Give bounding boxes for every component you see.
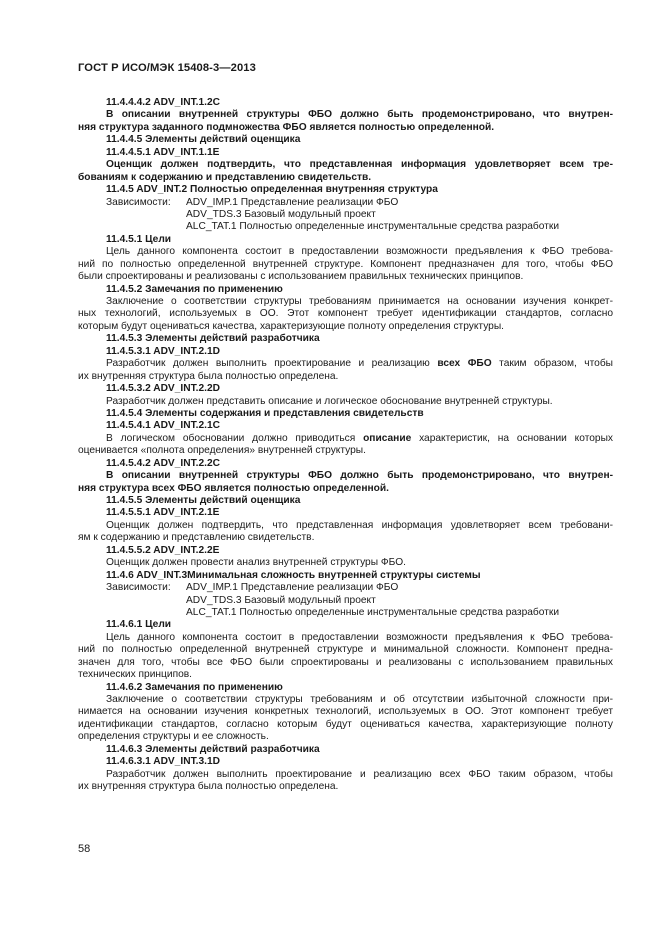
text-line: ний по полностью определенной внутренней структуре. Компонент предназначен для того, чтобы ФБО (78, 258, 613, 270)
dependency-item: ADV_TDS.3 Базовый модульный проект (186, 208, 376, 220)
section-heading: 11.4.4.4.2 ADV_INT.1.2C (106, 97, 221, 108)
text-line: бованиям к содержанию и представлению свидетельств. (78, 171, 372, 183)
page-header: ГОСТ Р ИСО/МЭК 15408-3—2013 (78, 62, 256, 74)
text-line: няя структура заданного подмножества ФБО является полностью определенной. (78, 121, 495, 133)
text-line: Разработчик должен представить описание и логическое обоснование внутренней структуры. (106, 395, 553, 407)
text-line: Разработчик должен выполнить проектирование и реализацию всех ФБО таким образом, чтобы (106, 358, 613, 370)
text-line: технических принципов. (78, 669, 192, 681)
text-line: которым будут оцениваться качества, характеризующие полноту определения структуры. (78, 320, 505, 332)
text-line: Цель данного компонента состоит в предоставлении возможности предъявления к ФБО требова- (106, 631, 613, 643)
dependencies-line (78, 197, 613, 209)
section-heading: 11.4.5.4 Элементы содержания и представления свидетельств (106, 407, 424, 419)
text-line: Оценщик должен подтвердить, что представленная информация удовлетворяет всем тре- (106, 159, 613, 171)
section-heading: 11.4.6.3 Элементы действий разработчика (106, 743, 320, 755)
text-line: Оценщик должен провести анализ внутренней структуры ФБО. (106, 557, 406, 569)
text-line: няя структура всех ФБО является полностью определенной. (78, 482, 389, 494)
dependency-item: ADV_IMP.1 Представление реализации ФБО (186, 196, 399, 208)
section-heading: 11.4.4.5.1 ADV_INT.1.1E (106, 146, 220, 158)
section-heading: 11.4.6.1 Цели (106, 619, 172, 631)
dependency-item: ADV_IMP.1 Представление реализации ФБО (186, 582, 399, 594)
text-line: были спроектированы и реализованы с использованием правильных технических принципов. (78, 271, 524, 283)
section-heading: 11.4.5.4.2 ADV_INT.2.2C (106, 457, 221, 469)
section-heading: 11.4.5.2 Замечания по применению (106, 283, 283, 295)
section-heading: 11.4.6.3.1 ADV_INT.3.1D (106, 756, 221, 768)
section-heading: 11.4.5.3 Элементы действий разработчика (106, 333, 320, 345)
text-line: В логическом обосновании должно приводиться описание характеристик, на основании которых (106, 432, 613, 444)
dependency-item: ALC_TAT.1 Полностью определенные инструментальные средства разработки (186, 221, 560, 233)
dependencies-label: Зависимости: (106, 582, 171, 594)
section-heading: 11.4.5 ADV_INT.2 Полностью определенная внутренняя структура (106, 184, 438, 196)
text-line: значен для того, чтобы все ФБО были спроектированы и реализованы с использованием правильных (78, 656, 613, 668)
section-heading: 11.4.6.2 Замечания по применению (106, 681, 283, 693)
text-line: определения структуры и ее сложность. (78, 731, 269, 743)
text-line: Оценщик должен подтвердить, что представленная информация удовлетворяет всем требовани- (106, 519, 613, 531)
text-line: Разработчик должен выполнить проектирование и реализацию всех ФБО таким образом, чтобы (106, 768, 613, 780)
page-number: 58 (78, 843, 91, 855)
dependency-item: ADV_TDS.3 Базовый модульный проект (186, 594, 376, 606)
dependencies-label: Зависимости: (106, 196, 171, 208)
text-line: В описании внутренней структуры ФБО должно быть продемонстрировано, что внутрен- (106, 470, 613, 482)
section-heading: 11.4.6 ADV_INT.3Минимальная сложность внутренней структуры системы (106, 569, 481, 581)
section-heading: 11.4.5.5.1 ADV_INT.2.1E (106, 507, 220, 519)
text-line: ний по полностью определенной внутренней структуре и минимальной сложности. Компонент предна- (78, 644, 613, 656)
text-line: их внутренняя структура была полностью определена. (78, 370, 339, 382)
text-line: нимается на основании изучения конкретных технологий, используемых в ОО. Этот компонент требует (78, 706, 613, 718)
document-body (78, 97, 613, 794)
section-heading: 11.4.5.3.2 ADV_INT.2.2D (106, 383, 221, 395)
text-line: оценивается «полнота определения» внутренней структуры. (78, 445, 366, 457)
section-heading: 11.4.5.3.1 ADV_INT.2.1D (106, 345, 221, 357)
text-line: идентификации стандартов, согласно которым будут оцениваться качества, характеризующие полноту (78, 718, 613, 730)
text-line: ям к содержанию и представлению свидетельств. (78, 532, 315, 544)
text-line: В описании внутренней структуры ФБО должно быть продемонстрировано, что внутрен- (106, 109, 613, 121)
text-line: ных технологий, используемых в ОО. Этот компонент требует идентификации стандартов, согласно (78, 308, 613, 320)
dependency-item: ALC_TAT.1 Полностью определенные инструментальные средства разработки (186, 606, 560, 618)
section-heading: 11.4.5.1 Цели (106, 233, 172, 245)
text-line: Заключение о соответствии структуры требованиям и об отсутствии избыточной сложности при- (106, 694, 613, 705)
text-line: Заключение о соответствии структуры требованиям принимается на основании изучения конкрет- (106, 296, 613, 307)
section-heading: 11.4.5.4.1 ADV_INT.2.1C (106, 420, 221, 432)
section-heading: 11.4.5.5 Элементы действий оценщика (106, 495, 301, 506)
dependencies-line (78, 582, 613, 594)
section-heading: 11.4.4.5 Элементы действий оценщика (106, 134, 301, 146)
text-line: их внутренняя структура была полностью определена. (78, 781, 339, 793)
text-line: Цель данного компонента состоит в предоставлении возможности предъявления к ФБО требова- (106, 246, 613, 258)
section-heading: 11.4.5.5.2 ADV_INT.2.2E (106, 544, 220, 556)
